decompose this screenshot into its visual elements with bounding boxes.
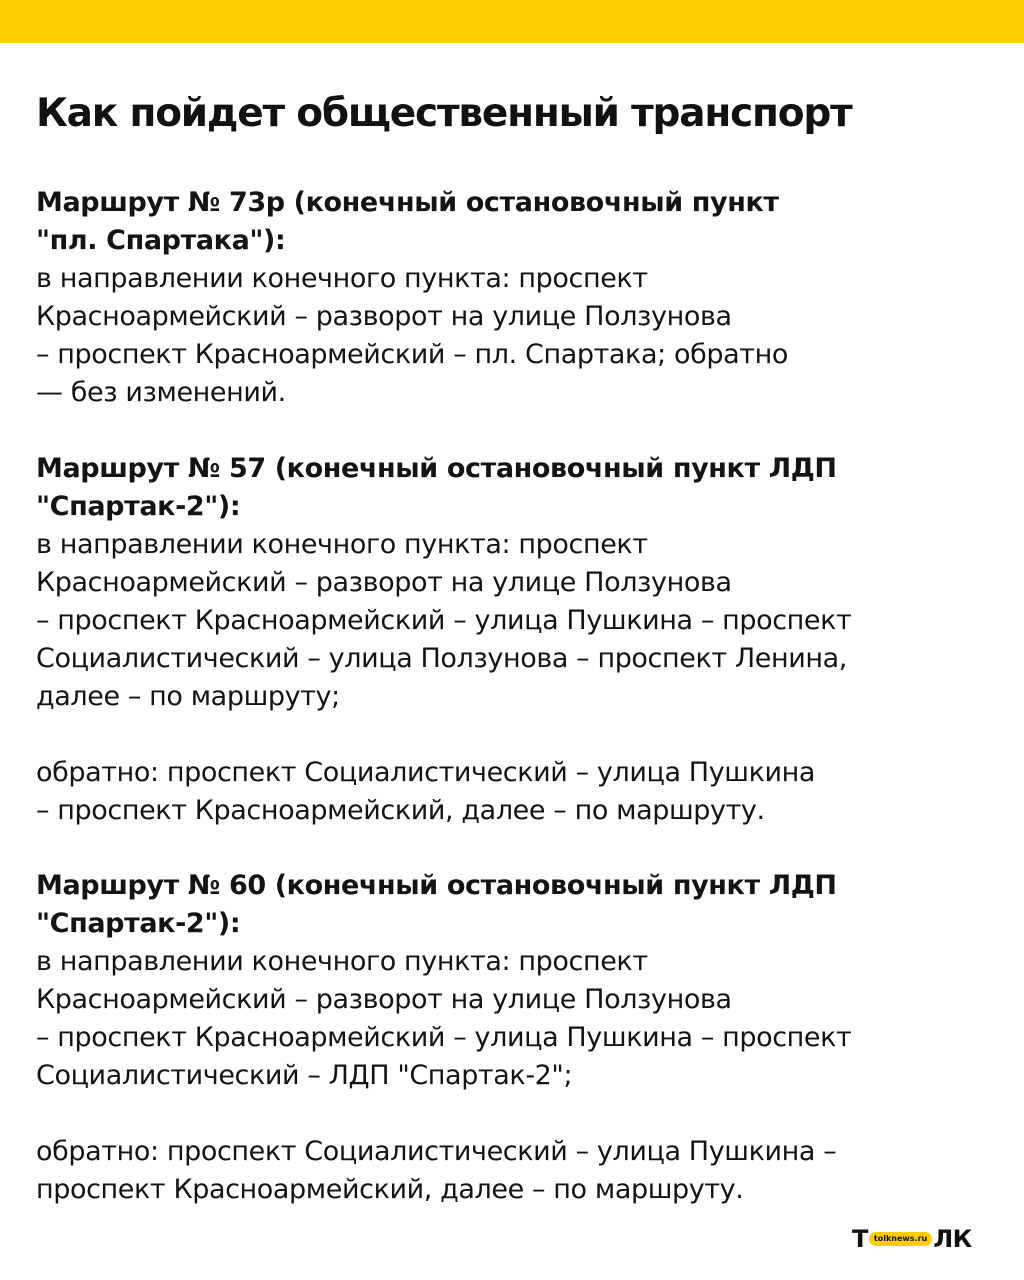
route-57-body-line-3: – проспект Красноармейский – улица Пушкина – проспект — [36, 605, 852, 636]
route-57-body-line-1: в направлении конечного пункта: проспект — [36, 529, 648, 560]
top-accent-bar — [0, 0, 1024, 43]
route-57-header-line-1: Маршрут № 57 (конечный остановочный пункт ЛДП — [36, 453, 837, 484]
page-title: Как пойдет общественный транспорт — [36, 91, 852, 136]
route-57-body-line-4: Социалистический – улица Ползунова – проспект Ленина, — [36, 643, 847, 674]
route-73-body-line-2: Красноармейский – разворот на улице Ползунова — [36, 301, 732, 332]
route-57-spacer — [36, 716, 996, 754]
route-60-return-line-2: проспект Красноармейский, далее – по маршруту. — [36, 1174, 744, 1205]
route-73-section — [36, 184, 996, 412]
route-60-body-line-2: Красноармейский – разворот на улице Ползунова — [36, 984, 732, 1015]
route-73-body-line-1: в направлении конечного пункта: проспект — [36, 263, 648, 294]
route-57-return-line-1: обратно: проспект Социалистический – улица Пушкина — [36, 757, 816, 788]
tolk-logo — [852, 1226, 972, 1252]
route-57-body-line-2: Красноармейский – разворот на улице Ползунова — [36, 567, 732, 598]
route-73-header-line-1: Маршрут № 73р (конечный остановочный пункт — [36, 187, 779, 218]
route-57-body-line-5: далее – по маршруту; — [36, 681, 340, 712]
route-60-body-line-1: в направлении конечного пункта: проспект — [36, 946, 648, 977]
route-60-body-line-3: – проспект Красноармейский – улица Пушкина – проспект — [36, 1022, 852, 1053]
route-73-body-line-3: – проспект Красноармейский – пл. Спартака; обратно — [36, 339, 788, 370]
route-57-header-line-2: "Спартак-2"): — [36, 491, 241, 522]
logo-right-text: ЛК — [933, 1225, 972, 1253]
route-73-body-line-4: — без изменений. — [36, 377, 286, 408]
route-73-header-line-2: "пл. Спартака"): — [36, 225, 286, 256]
route-60-section — [36, 867, 996, 1209]
route-57-section — [36, 450, 996, 830]
logo-badge: tolknews.ru — [869, 1232, 932, 1246]
route-60-return-line-1: обратно: проспект Социалистический – улица Пушкина – — [36, 1136, 837, 1167]
route-60-body-line-4: Социалистический – ЛДП "Спартак-2"; — [36, 1060, 573, 1091]
route-60-header-line-2: "Спартак-2"): — [36, 908, 241, 939]
route-60-spacer — [36, 1095, 996, 1133]
logo-left-text: Т — [852, 1225, 868, 1253]
route-60-header-line-1: Маршрут № 60 (конечный остановочный пункт ЛДП — [36, 870, 837, 901]
route-57-return-line-2: – проспект Красноармейский, далее – по маршруту. — [36, 795, 765, 826]
